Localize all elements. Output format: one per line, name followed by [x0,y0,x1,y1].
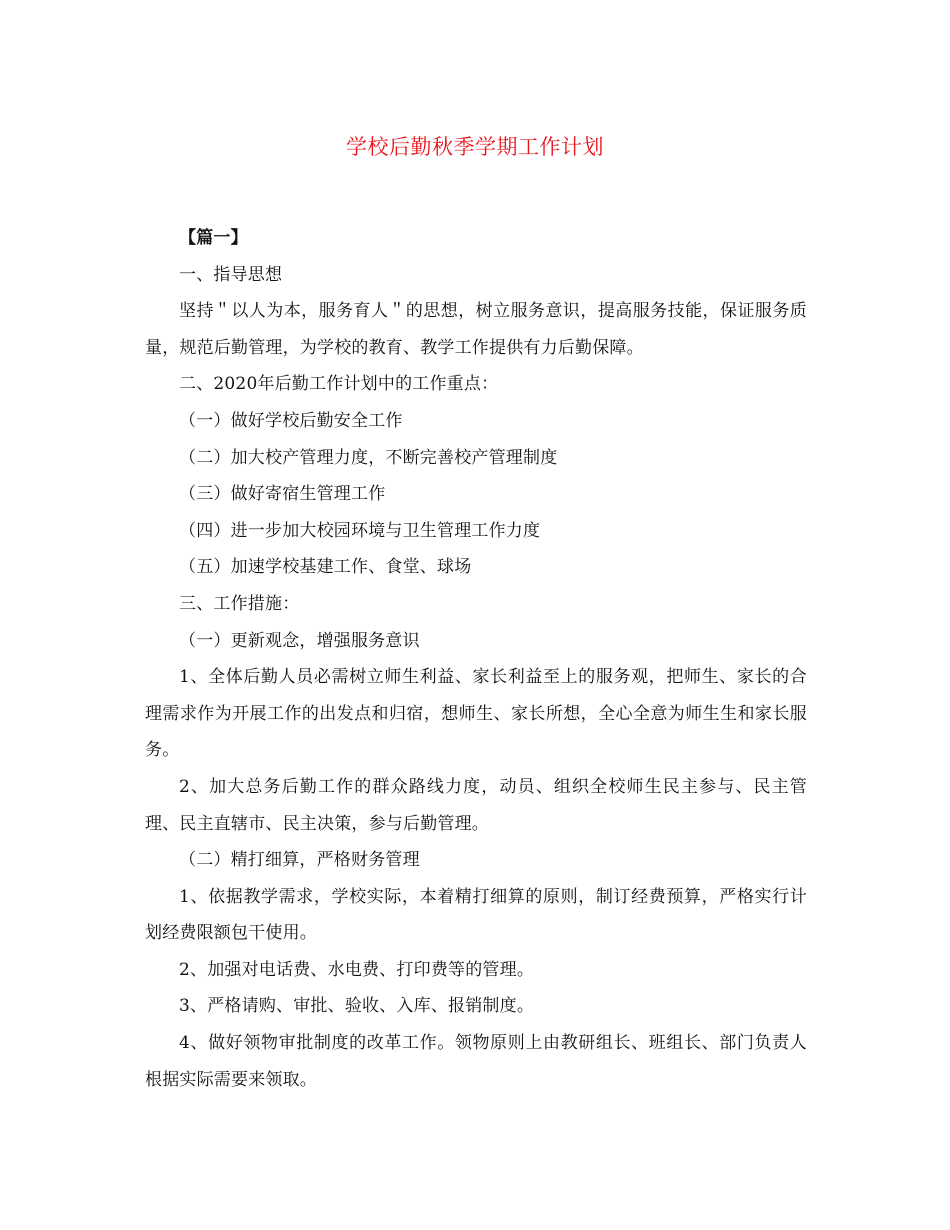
measure-1-point-2: 2、加大总务后勤工作的群众路线力度，动员、组织全校师生民主参与、民主管理、民主直辖市、民主决策，参与后勤管理。 [145,776,807,834]
focus-item-3: （三）做好寄宿生管理工作 [179,484,386,505]
heading-work-focus: 二、2020年后勤工作计划中的工作重点： [179,374,499,395]
measure-subheading-2: （二）精打细算，严格财务管理 [179,850,420,871]
measure-subheading-1: （一）更新观念，增强服务意识 [179,630,420,651]
measure-2-point-3: 3、严格请购、审批、验收、入库、报销制度。 [179,996,535,1017]
focus-item-4: （四）进一步加大校园环境与卫生管理工作力度 [179,520,541,541]
measure-2-point-4: 4、做好领物审批制度的改革工作。领物原则上由教研组长、班组长、部门负责人根据实际需要来领取。 [145,1033,807,1090]
heading-guiding-thought: 一、指导思想 [179,264,283,285]
document-title: 学校后勤秋季学期工作计划 [346,135,604,159]
paragraph-guiding-thought: 坚持＂以人为本，服务育人＂的思想，树立服务意识，提高服务技能，保证服务质量，规范后勤管理，为学校的教育、教学工作提供有力后勤保障。 [145,301,807,358]
measure-2-point-2: 2、加强对电话费、水电费、打印费等的管理。 [179,959,535,980]
section-label: 【篇一】 [179,228,248,248]
heading-work-measures: 三、工作措施： [179,593,300,614]
focus-item-5: （五）加速学校基建工作、食堂、球场 [179,557,472,578]
measure-2-point-1: 1、依据教学需求，学校实际，本着精打细算的原则，制订经费预算，严格实行计划经费限额包干使用。 [145,886,807,944]
measure-1-point-1: 1、全体后勤人员必需树立师生利益、家长利益至上的服务观，把师生、家长的合理需求作为开展工作的出发点和归宿，想师生、家长所想，全心全意为师生生和家长服务。 [145,667,807,761]
focus-item-2: （二）加大校产管理力度，不断完善校产管理制度 [179,447,558,468]
document-body [145,220,807,1098]
focus-item-1: （一）做好学校后勤安全工作 [179,410,403,431]
